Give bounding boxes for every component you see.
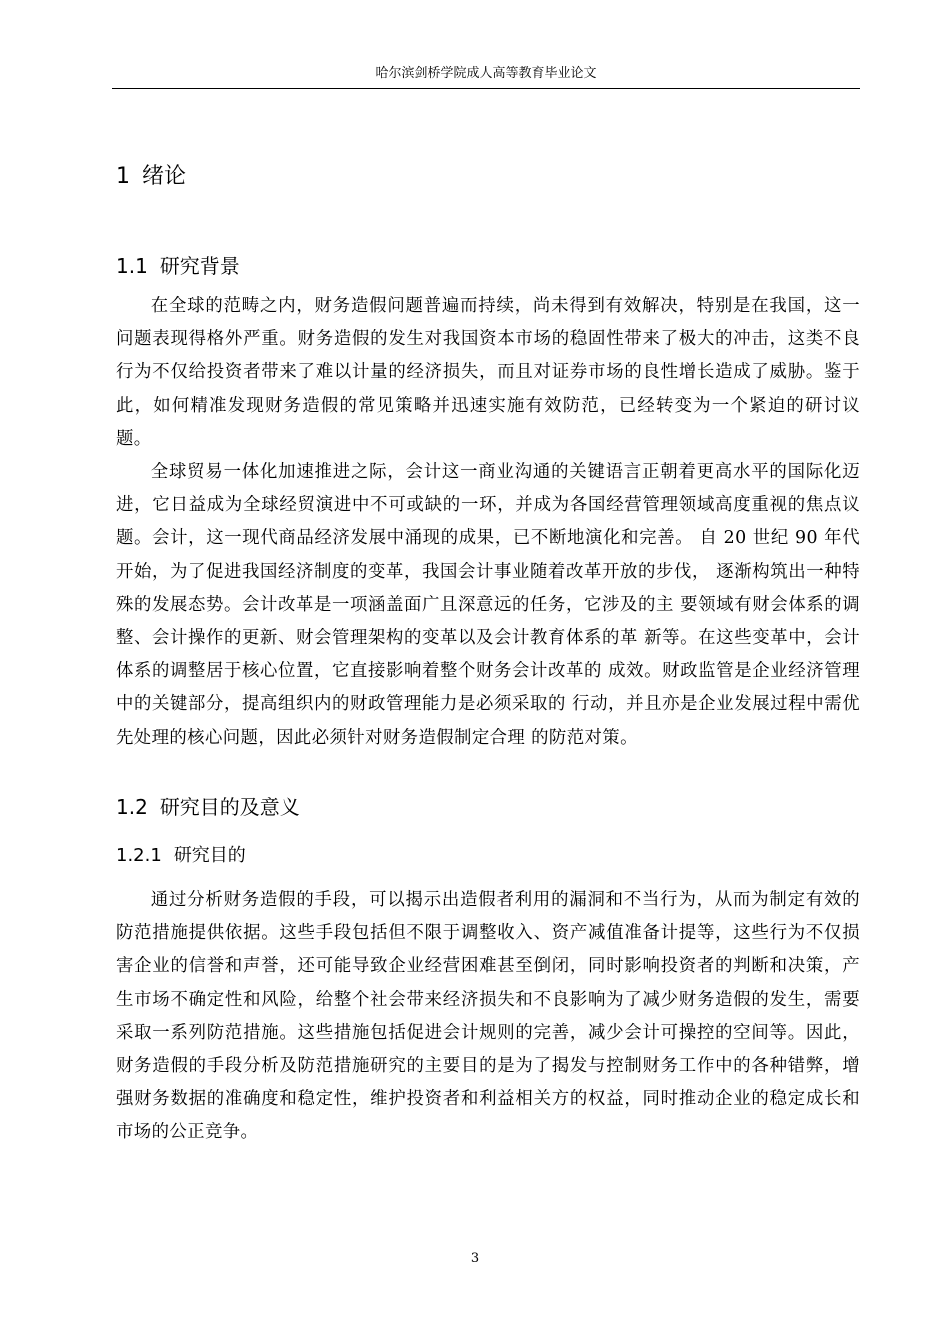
chapter-heading	[116, 161, 186, 193]
chapter-number: 1	[116, 164, 130, 189]
paragraph: 全球贸易一体化加速推进之际，会计这一商业沟通的关键语言正朝着更高水平的国际化迈进，它日益成为全球经贸演进中不可或缺的一环，并成为各国经营管理领域高度重视的焦点议题。会计，这一现代商品经济发展中涌现的成果，已不断地演化和完善。 自 20 世纪 90 年代开始，为了促进我国经济制度的变革，我国会计事业随着改革开放的步伐， 逐渐构筑出一种特殊的发展态势。会计改革是一项涵盖面广且深意远的任务，它涉及的主 要领域有财会体系的调整、会计操作的更新、财会管理架构的变革以及会计教育体系的革 新等。在这些变革中，会计体系的调整居于核心位置，它直接影响着整个财务会计改革的 成效。财政监管是企业经济管理中的关键部分，提高组织内的财政管理能力是必须采取的 行动，并且亦是企业发展过程中需优先处理的核心问题，因此必须针对财务造假制定合理 的防范对策。	[116, 462, 860, 748]
subsection-number: 1.2.1	[116, 845, 162, 866]
section-title: 研究背景	[159, 254, 240, 278]
section-number: 1.1	[116, 254, 148, 278]
subsection-heading-1-2-1	[116, 842, 246, 870]
section-number: 1.2	[116, 795, 148, 819]
section-heading-1-2	[116, 792, 300, 822]
page-number: 3	[470, 1251, 480, 1266]
paragraph: 在全球的范畴之内，财务造假问题普遍而持续，尚未得到有效解决，特别是在我国，这一问题表现得格外严重。财务造假的发生对我国资本市场的稳固性带来了极大的冲击，这类不良行为不仅给投资者带来了难以计量的经济损失，而且对证券市场的良性增长造成了威胁。鉴于此，如何精准发现财务造假的常见策略并迅速实施有效防范，已经转变为一个紧迫的研讨议题。	[116, 296, 860, 449]
section-heading-1-1	[116, 251, 240, 281]
chapter-title: 绪论	[142, 164, 187, 189]
header-rule	[112, 88, 860, 89]
paragraph: 通过分析财务造假的手段，可以揭示出造假者利用的漏洞和不当行为，从而为制定有效的防范措施提供依据。这些手段包括但不限于调整收入、资产减值准备计提等，这些行为不仅损害企业的信誉和声誉，还可能导致企业经营困难甚至倒闭，同时影响投资者的判断和决策，产生市场不确定性和风险，给整个社会带来经济损失和不良影响为了减少财务造假的发生，需要采取一系列防范措施。这些措施包括促进会计规则的完善，减少会计可操控的空间等。因此，财务造假的手段分析及防范措施研究的主要目的是为了揭发与控制财务工作中的各种错弊，增强财务数据的准确度和稳定性，维护投资者和利益相关方的权益，同时推动企业的稳定成长和市场的公正竞争。	[116, 890, 860, 1143]
running-header: 哈尔滨剑桥学院成人高等教育毕业论文	[375, 66, 597, 81]
section-title: 研究目的及意义	[159, 795, 300, 819]
subsection-title: 研究目的	[173, 845, 246, 866]
